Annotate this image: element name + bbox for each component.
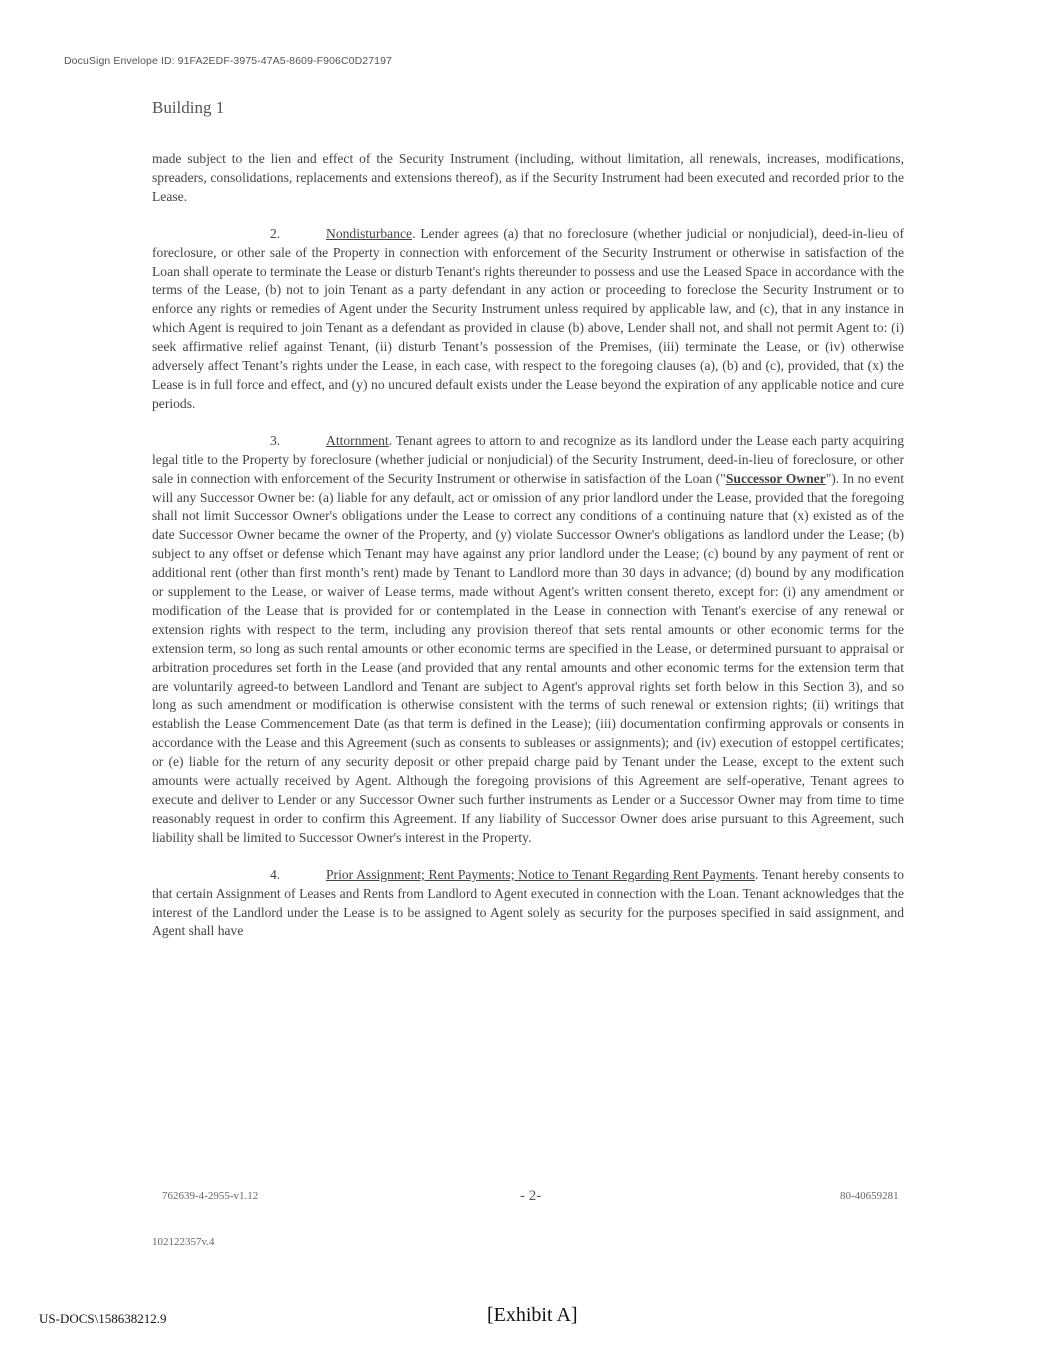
building-label: Building 1 — [152, 98, 225, 117]
section-number: 4. — [270, 866, 281, 882]
defined-term: Successor Owner — [725, 470, 826, 486]
footer-version: 102122357v.4 — [152, 1236, 215, 1248]
section-text: . Tenant agrees to attorn to and recognize as its landlord under the Lease each party acquiring legal title to the Property by foreclosure (whether judicial or nonjudicial) of the Security Instrument, deed-in-lieu of foreclosure, or other sale in connection with enforcement of the Security Instrument or otherwise in satisfaction of the Loan (" — [152, 432, 904, 486]
footer-doc-id-left: 762639-4-2955-v1.12 — [162, 1190, 259, 1202]
section-text: "). In no event will any Successor Owner be: (a) liable for any default, act or omission of any prior landlord under the Lease, provided that the foregoing shall not limit Successor Owner's obligations under the Lease to correct any conditions of a continuing nature that (x) existed as of the date Successor Owner became the owner of the Property, and (y) violate Successor Owner's obligations as landlord under the Lease; (b) subject to any offset or defense which Tenant may have against any prior landlord under the Lease; (c) bound by any payment of rent or additional rent (other than first month’s rent) made by Tenant to Landlord more than 30 days in advance; (d) bound by any modification or supplement to the Lease, or waiver of Lease terms, made without Agent's written consent thereto, except for: (i) any amendment or modification of the Lease that is provided for or contemplated in the Lease in connection with Tenant's exercise of any renewal or extension rights with respect to the term, including any provision thereof that sets rental amounts or other economic terms for the extension term, so long as such rental amounts or other economic terms are specified in the Lease, or determined pursuant to appraisal or arbitration procedures set forth in the Lease (and provided that any rental amounts and other economic terms for the extension term that are voluntarily agreed-to between Landlord and Tenant are subject to Agent's approval rights set forth below in this Section 3), and so long as such amendment or modification is otherwise consistent with the terms of such renewal or extension rights; (ii) writings that establish the Lease Commencement Date (as that term is defined in the Lease); (iii) documentation confirming approvals or consents in accordance with the Lease and this Agreement (such as consents to subleases or assignments); and (iv) execution of estoppel certificates; or (e) liable for the return of any security deposit or other prepaid charge paid by Tenant under the Lease, except to the extent such amounts were actually received by Agent. Although the foregoing provisions of this Agreement are self-operative, Tenant agrees to execute and deliver to Lender or any Successor Owner such further instruments as Lender or a Successor Owner may from time to time reasonably request in order to confirm this Agreement. If any liability of Successor Owner does arise pursuant to this Agreement, such liability shall be limited to Successor Owner's interest in the Property. — [152, 470, 904, 845]
section-text: . Lender agrees (a) that no foreclosure (whether judicial or nonjudicial), deed-in-lieu of foreclosure, or other sale of the Property in connection with enforcement of the Security Instrument or otherwise in satisfaction of the Loan shall operate to terminate the Lease or disturb Tenant's rights thereunder to possess and use the Leased Space in accordance with the terms of the Lease, (b) not to join Tenant as a party defendant in any action or proceeding to foreclose the Security Instrument or to enforce any rights or remedies of Agent under the Security Instrument unless required by applicable law, and (c), that in any instance in which Agent is required to join Tenant as a defendant as provided in clause (b) above, Lender shall not, and shall not permit Agent to: (i) seek affirmative relief against Tenant, (ii) disturb Tenant’s possession of the Premises, (iii) terminate the Lease, or (iv) otherwise adversely affect Tenant’s rights under the Lease, in each case, with respect to the foregoing clauses (a), (b) and (c), provided, that (x) the Lease is in full force and effect, and (y) no uncured default exists under the Lease beyond the expiration of any applicable notice and cure periods. — [152, 225, 904, 411]
section-heading: Attornment — [326, 432, 389, 448]
paragraph-continuation: made subject to the lien and effect of the Security Instrument (including, without limitation, all renewals, increases, modifications, spreaders, consolidations, replacements and extensions thereof), as if the Security Instrument had been executed and recorded prior to the Lease. — [152, 151, 904, 204]
section-number: 2. — [270, 225, 281, 241]
section-heading: Prior Assignment; Rent Payments; Notice to Tenant Regarding Rent Payments — [326, 866, 755, 882]
footer-doc-id-right: 80-40659281 — [840, 1190, 899, 1202]
section-heading: Nondisturbance — [326, 225, 413, 241]
section-3-attornment — [152, 432, 904, 848]
docs-reference: US-DOCS\158638212.9 — [39, 1311, 167, 1326]
exhibit-label: [Exhibit A] — [487, 1304, 578, 1326]
docusign-envelope-id: DocuSign Envelope ID: 91FA2EDF-3975-47A5-8609-F906C0D27197 — [64, 55, 392, 67]
page-number: - 2- — [520, 1188, 542, 1204]
section-number: 3. — [270, 432, 281, 448]
section-text: . Tenant hereby consents to that certain Assignment of Leases and Rents from Landlord to Agent executed in connection with the Loan. Tenant acknowledges that the interest of the Landlord under the Lease is to be assigned to Agent solely as security for the purposes specified in said assignment, and Agent shall have — [152, 866, 904, 939]
document-body — [152, 150, 904, 959]
section-4-prior-assignment — [152, 866, 904, 942]
section-2-nondisturbance — [152, 225, 904, 414]
